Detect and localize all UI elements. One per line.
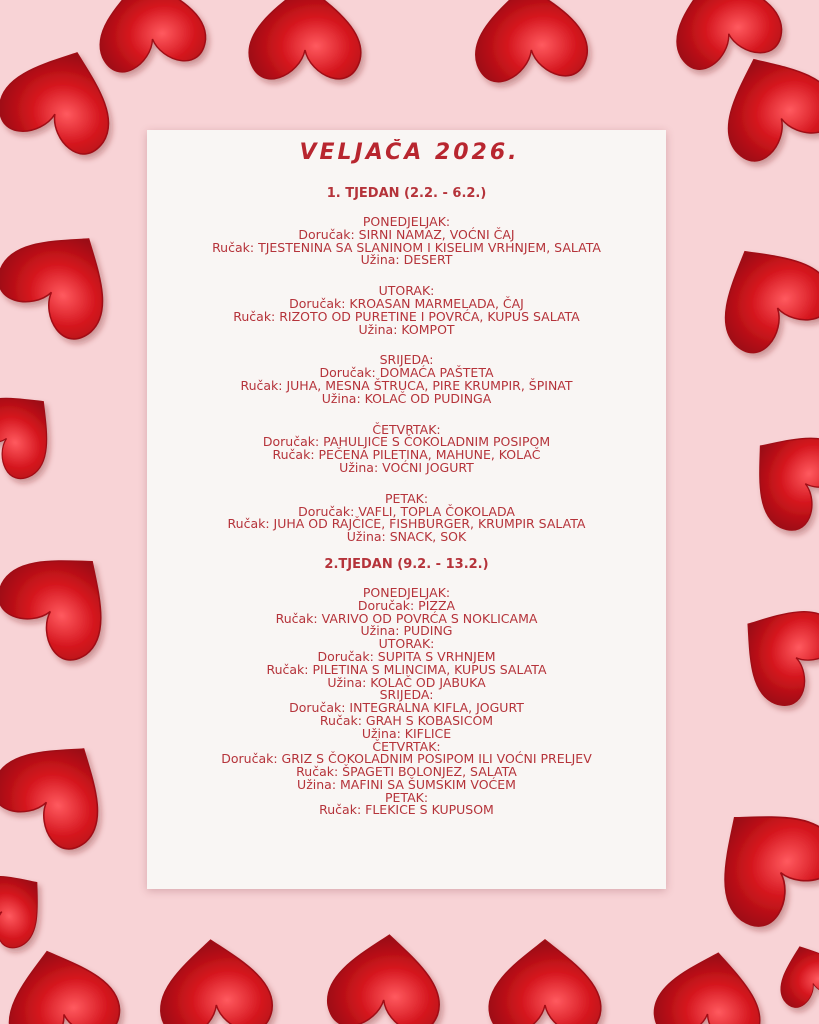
- heart-decoration: [0, 717, 129, 858]
- meal-line: Doručak: SUPITA S VRHNJEM: [317, 648, 496, 664]
- day-name: PETAK:: [384, 789, 429, 805]
- meal-line: Doručak: SIRNI NAMAZ, VOĆNI ČAJ: [298, 226, 515, 242]
- meal-line: Ručak: PEČENA PILETINA, MAHUNE, KOLAČ: [272, 447, 541, 463]
- day-block: [150, 689, 663, 740]
- meal-line: Ručak: ŠPAGETI BOLONJEZ, SALATA: [296, 764, 517, 780]
- meal-line: Užina: KOLAČ OD PUDINGA: [321, 390, 492, 406]
- day-block: [150, 490, 663, 545]
- meal-line: Ručak: FLEKICE S KUPUSOM: [319, 802, 494, 818]
- day-block: [150, 738, 663, 792]
- day-name: SRIJEDA:: [379, 352, 434, 368]
- heart-decoration: [697, 224, 819, 361]
- week2-title: 2.TJEDAN (9.2. - 13.2.): [324, 556, 489, 572]
- day-block: [150, 584, 663, 639]
- heart-decoration: [0, 370, 75, 486]
- meal-line: Doručak: PAHULJICE S ČOKOLADNIM POSIPOM: [262, 434, 551, 450]
- heart-decoration: [249, 0, 361, 79]
- meal-line: Doručak: PIZZA: [357, 597, 456, 613]
- meal-line: Užina: SNACK, SOK: [346, 529, 467, 545]
- meal-line: Užina: KIFLICE: [361, 725, 452, 741]
- meal-line: Užina: DESERT: [360, 252, 453, 268]
- week1-title: 1. TJEDAN (2.2. - 6.2.): [326, 186, 487, 201]
- meal-line: Ručak: JUHA, MESNA ŠTRUCA, PIRE KRUMPIR, ŠPINAT: [240, 377, 573, 393]
- heart-decoration: [0, 526, 135, 670]
- day-block: [150, 216, 663, 267]
- day-name: PONEDJELJAK:: [362, 584, 451, 600]
- meal-line: Ručak: JUHA OD RAJČICE, FISHBURGER, KRUMPIR SALATA: [227, 516, 586, 532]
- heart-decoration: [470, 0, 589, 84]
- meal-line: Doručak: INTEGRALNA KIFLA, JOGURT: [289, 700, 524, 716]
- heart-decoration: [0, 937, 125, 1024]
- heart-decoration: [0, 853, 62, 955]
- day-name: PETAK:: [384, 490, 429, 506]
- meal-line: Užina: KOMPOT: [358, 321, 455, 337]
- heart-decoration: [688, 778, 819, 936]
- day-name: ČETVRTAK:: [372, 421, 441, 437]
- day-block: [150, 421, 663, 475]
- meal-line: Užina: VOĆNI JOGURT: [339, 459, 474, 475]
- meal-line: Užina: MAFINI SA ŠUMSKIM VOĆEM: [297, 776, 516, 792]
- menu-content: [150, 186, 663, 817]
- heart-decoration: [155, 935, 274, 1024]
- meal-line: Užina: KOLAČ OD JABUKA: [327, 674, 486, 690]
- meal-line: Doručak: GRIZ S ČOKOLADNIM POSIPOM ILI VOĆNI PRELJEV: [221, 751, 592, 767]
- meal-line: Ručak: VARIVO OD POVRĆA S NOKLICAMA: [275, 610, 538, 626]
- week2-days: [150, 584, 663, 818]
- heart-decoration: [719, 583, 819, 714]
- day-name: ČETVRTAK:: [372, 738, 441, 754]
- meal-line: Ručak: TJESTENINA SA SLANINOM I KISELIM VRHNJEM, SALATA: [212, 239, 601, 255]
- meal-line: Ručak: GRAH S KOBASICOM: [319, 712, 494, 728]
- page-title: VELJAČA 2026.: [299, 140, 520, 165]
- meal-line: Ručak: PILETINA S MLINCIMA, KUPUS SALATA: [266, 661, 547, 677]
- meal-line: Užina: PUDING: [360, 623, 453, 639]
- day-name: UTORAK:: [378, 283, 435, 299]
- heart-decoration: [651, 944, 771, 1024]
- day-block: [150, 354, 663, 405]
- meal-line: Ručak: RIZOTO OD PURETINE I POVRĆA, KUPUS SALATA: [233, 308, 580, 324]
- day-block: [150, 638, 663, 689]
- heart-decoration: [0, 207, 134, 348]
- heart-decoration: [89, 0, 209, 75]
- day-name: PONEDJELJAK:: [362, 214, 451, 229]
- day-name: SRIJEDA:: [379, 687, 434, 703]
- meal-line: Doručak: VAFLI, TOPLA ČOKOLADA: [298, 503, 515, 519]
- day-block: [150, 285, 663, 336]
- day-name: UTORAK:: [378, 636, 435, 652]
- heart-decoration: [728, 408, 819, 539]
- heart-decoration: [326, 930, 445, 1024]
- meal-line: Doručak: DOMAĆA PAŠTETA: [319, 365, 494, 381]
- meal-line: Doručak: KROASAN MARMELADA, ČAJ: [289, 295, 524, 311]
- week1-days: [150, 216, 663, 544]
- heart-decoration: [489, 940, 601, 1024]
- day-block: [150, 789, 663, 818]
- heart-decoration: [768, 935, 819, 1011]
